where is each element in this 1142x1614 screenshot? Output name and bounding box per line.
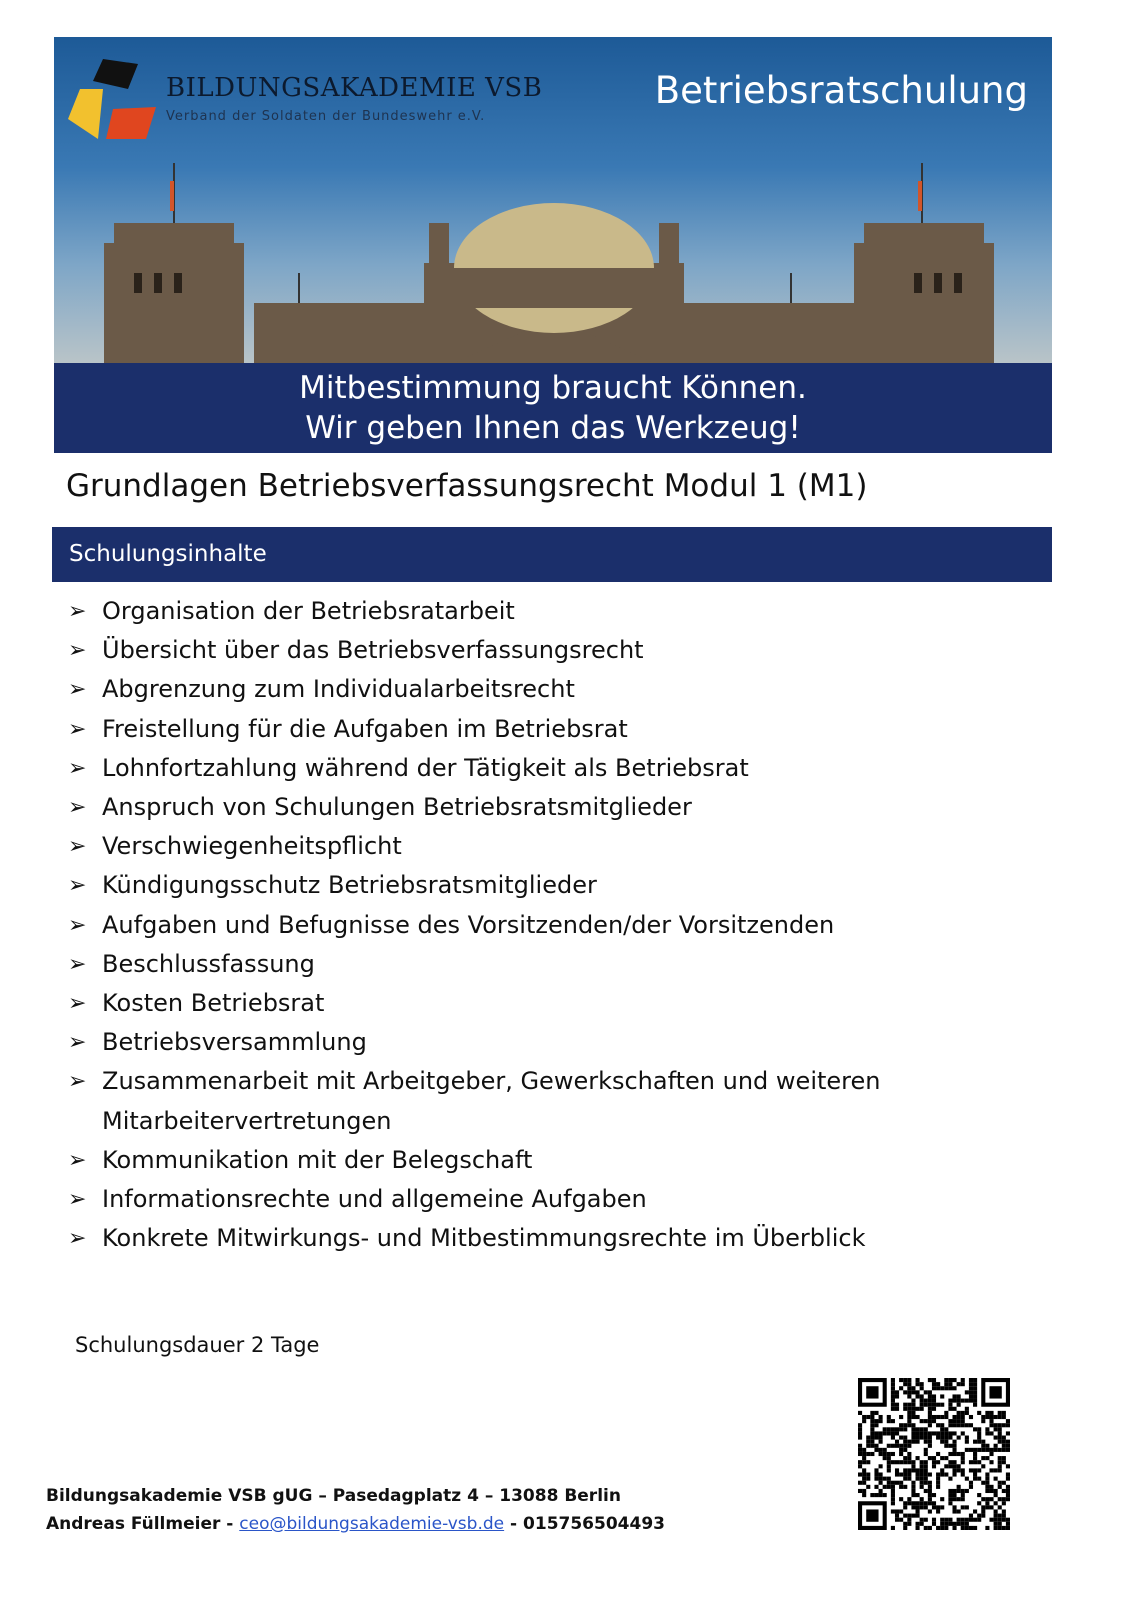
list-item-text: Kündigungsschutz Betriebsratsmitglieder <box>102 871 597 900</box>
arrowhead-icon: ➢ <box>68 1187 87 1213</box>
arrowhead-icon: ➢ <box>68 1147 87 1173</box>
section-header: Schulungsinhalte <box>52 527 1052 582</box>
list-item-text: Verschwiegenheitspflicht <box>102 832 402 861</box>
reichstag-illustration <box>54 163 1052 363</box>
list-item <box>66 827 1006 866</box>
arrowhead-icon: ➢ <box>68 912 87 938</box>
arrowhead-icon: ➢ <box>68 716 87 742</box>
hero-title: Betriebsratschulung <box>654 69 1028 112</box>
arrowhead-icon: ➢ <box>68 755 87 781</box>
list-item <box>66 984 1006 1023</box>
list-item <box>66 945 1006 984</box>
arrowhead-icon: ➢ <box>68 1226 87 1252</box>
qr-code <box>858 1378 1010 1530</box>
list-item <box>66 749 1006 788</box>
list-item-text: Organisation der Betriebsratarbeit <box>102 597 515 625</box>
list-item-text: Kommunikation mit der Belegschaft <box>102 1145 533 1174</box>
duration: Schulungsdauer 2 Tage <box>75 1333 320 1357</box>
list-item <box>66 788 1006 827</box>
slogan-line-1: Mitbestimmung braucht Können. <box>299 370 807 406</box>
brand-name: BILDUNGSAKADEMIE VSB <box>166 73 543 103</box>
list-item-text: Anspruch von Schulungen Betriebsratsmitglieder <box>102 793 692 822</box>
arrowhead-icon: ➢ <box>68 873 87 899</box>
slogan-line-2: Wir geben Ihnen das Werkzeug! <box>305 410 801 446</box>
separator: - <box>220 1514 240 1534</box>
list-item <box>66 670 1006 709</box>
list-item-text: Zusammenarbeit mit Arbeitgeber, Gewerkschaften und weiteren Mitarbeitervertretungen <box>102 1067 881 1135</box>
course-title: Grundlagen Betriebsverfassungsrecht Modul 1 (M1) <box>66 468 868 504</box>
list-item <box>66 592 1006 631</box>
list-item-text: Lohnfortzahlung während der Tätigkeit als Betriebsrat <box>102 753 749 782</box>
footer-address: Bildungsakademie VSB gUG – Pasedagplatz 4 – 13088 Berlin <box>46 1486 621 1506</box>
contact-name: Andreas Füllmeier <box>46 1514 221 1534</box>
arrowhead-icon: ➢ <box>68 599 87 624</box>
list-item-text: Abgrenzung zum Individualarbeitsrecht <box>102 675 575 704</box>
list-item <box>66 1062 1006 1140</box>
list-item-text: Betriebsversammlung <box>102 1028 367 1057</box>
list-item <box>66 1023 1006 1062</box>
arrowhead-icon: ➢ <box>68 1030 87 1056</box>
brand-subtitle: Verband der Soldaten der Bundeswehr e.V. <box>166 109 486 124</box>
separator: - <box>504 1514 524 1534</box>
list-item <box>66 1219 1006 1258</box>
list-item-text: Beschlussfassung <box>102 949 315 978</box>
footer-contact <box>46 1510 665 1538</box>
content-list <box>66 592 1006 1258</box>
arrowhead-icon: ➢ <box>68 834 87 860</box>
header-image <box>54 37 1052 363</box>
list-item-text: Kosten Betriebsrat <box>102 989 325 1018</box>
list-item-text: Übersicht über das Betriebsverfassungsrecht <box>102 636 644 665</box>
list-item <box>66 631 1006 670</box>
list-item <box>66 1180 1006 1219</box>
arrowhead-icon: ➢ <box>68 677 87 703</box>
academy-logo-icon <box>68 59 163 144</box>
arrowhead-icon: ➢ <box>68 951 87 977</box>
phone: 015756504493 <box>523 1514 665 1534</box>
footer <box>46 1482 665 1538</box>
list-item-text: Aufgaben und Befugnisse des Vorsitzenden/der Vorsitzenden <box>102 910 835 939</box>
list-item <box>66 710 1006 749</box>
list-item <box>66 1141 1006 1180</box>
arrowhead-icon: ➢ <box>68 795 87 821</box>
list-item-text: Informationsrechte und allgemeine Aufgaben <box>102 1185 647 1214</box>
list-item <box>66 906 1006 945</box>
arrowhead-icon: ➢ <box>68 991 87 1017</box>
list-item-text: Konkrete Mitwirkungs- und Mitbestimmungsrechte im Überblick <box>102 1224 866 1253</box>
list-item <box>66 866 1006 905</box>
slogan-banner <box>54 363 1052 453</box>
arrowhead-icon: ➢ <box>68 1069 87 1095</box>
list-item-text: Freistellung für die Aufgaben im Betriebsrat <box>102 714 628 743</box>
email-link[interactable]: ceo@bildungsakademie-vsb.de <box>239 1514 505 1534</box>
arrowhead-icon: ➢ <box>68 638 87 664</box>
